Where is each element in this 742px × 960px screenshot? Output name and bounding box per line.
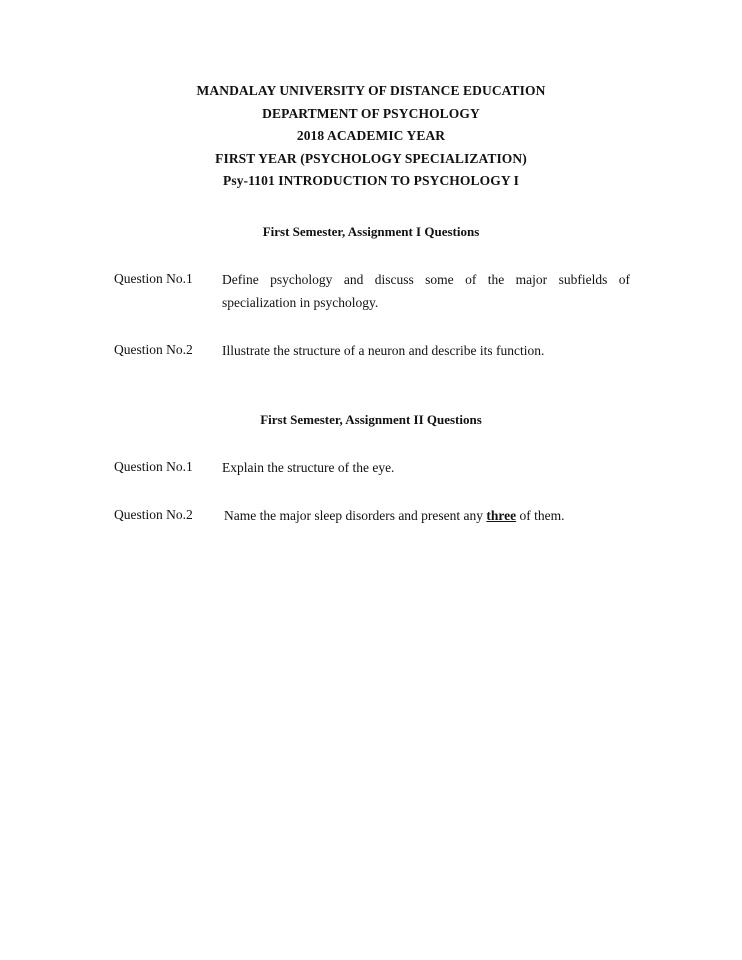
- university-name: MANDALAY UNIVERSITY OF DISTANCE EDUCATION: [196, 83, 546, 98]
- assignment-1-question-2-text: Illustrate the structure of a neuron and describe its function.: [222, 343, 545, 358]
- question-text-before: Name the major sleep disorders and present any: [224, 508, 487, 523]
- assignment-1-title: First Semester, Assignment I Questions: [262, 224, 480, 239]
- document-header: [0, 80, 742, 193]
- assignment-2-title: First Semester, Assignment II Questions: [260, 412, 482, 427]
- assignment-1-question-2-label: Question No.2: [114, 342, 193, 357]
- assignment-1-question-1-text: Define psychology and discuss some of the major subfields of specialization in psychology.: [222, 272, 630, 310]
- academic-year: 2018 ACADEMIC YEAR: [296, 128, 446, 143]
- course-title: Psy-1101 INTRODUCTION TO PSYCHOLOGY I: [223, 173, 519, 188]
- department-name: DEPARTMENT OF PSYCHOLOGY: [262, 105, 480, 121]
- emphasis-three: three: [486, 508, 517, 523]
- year-specialization: FIRST YEAR (PSYCHOLOGY SPECIALIZATION): [215, 150, 527, 166]
- assignment-2-question-1-text: Explain the structure of the eye.: [222, 460, 395, 475]
- assignment-2-question-2-label: Question No.2: [114, 507, 193, 522]
- assignment-2-question-2-text: [224, 504, 632, 527]
- question-text-after: of them.: [516, 508, 565, 523]
- assignment-1-question-1-label: Question No.1: [114, 271, 193, 286]
- assignment-2-question-1-label: Question No.1: [114, 459, 193, 474]
